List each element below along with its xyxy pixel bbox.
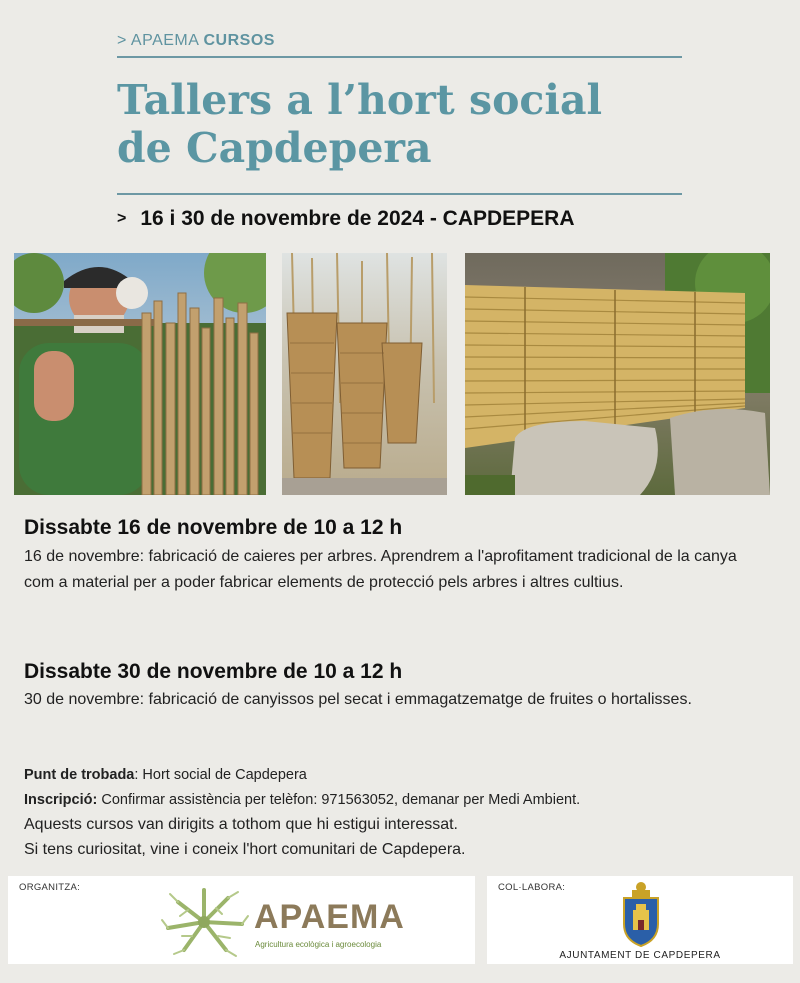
registration xyxy=(24,792,580,808)
apaema-logo-icon xyxy=(158,884,250,960)
registration-value: Confirmar assistència per telèfon: 971563052, demanar per Medi Ambient. xyxy=(97,792,581,808)
audience-note: Aquests cursos van dirigits a tothom que hi estigui interessat. xyxy=(24,816,458,833)
title-line-2: de Capdepera xyxy=(117,124,432,172)
invitation-note: Si tens curiositat, vine i coneix l'hort comunitari de Capdepera. xyxy=(24,841,466,858)
organizer-box xyxy=(8,876,475,964)
tree-guards-illustration xyxy=(282,253,447,495)
kicker-prefix: > APAEMA xyxy=(117,32,199,49)
collaborator-name: AJUNTAMENT DE CAPDEPERA xyxy=(559,950,721,961)
session-2-description: 30 de novembre: fabricació de canyissos pel secat i emmagatzematge de fruites o hortalisses. xyxy=(24,691,692,708)
kicker-category: CURSOS xyxy=(203,32,275,49)
registration-label: Inscripció: xyxy=(24,792,98,808)
meeting-point xyxy=(24,767,307,783)
worker-photo-illustration xyxy=(14,253,266,495)
collaborator-box xyxy=(487,876,793,964)
collaborator-label: COL·LABORA: xyxy=(498,882,566,893)
session-2-title: Dissabte 30 de novembre de 10 a 12 h xyxy=(24,660,403,683)
photo-tree-guards xyxy=(282,253,447,495)
capdepera-coat-of-arms-icon xyxy=(620,880,662,948)
session-1-description: 16 de novembre: fabricació de caieres per arbres. Aprendrem a l'aprofitament tradicional de la canya com a material per a poder fabricar elements de protecció pels arbres i altres cultius. xyxy=(24,548,737,591)
organizer-name: APAEMA xyxy=(254,898,405,936)
organizer-label: ORGANITZA: xyxy=(19,882,81,893)
title-rule xyxy=(117,193,682,195)
organizer-tagline: Agricultura ecològica i agroecologia xyxy=(255,940,382,949)
title-line-1: Tallers a l’hort social xyxy=(117,76,603,124)
top-rule xyxy=(117,56,682,58)
kicker xyxy=(117,32,275,50)
event-date xyxy=(117,207,575,231)
photo-worker-cane-fence xyxy=(14,253,266,495)
meeting-point-label: Punt de trobada xyxy=(24,767,135,783)
date-text: 16 i 30 de novembre de 2024 - CAPDEPERA xyxy=(140,207,575,230)
date-arrow-icon: > xyxy=(117,210,127,227)
page-title xyxy=(117,76,717,172)
cane-panel-illustration xyxy=(465,253,770,495)
meeting-point-value: : Hort social de Capdepera xyxy=(134,767,307,783)
session-1-title: Dissabte 16 de novembre de 10 a 12 h xyxy=(24,516,403,539)
photo-cane-panel xyxy=(465,253,770,495)
